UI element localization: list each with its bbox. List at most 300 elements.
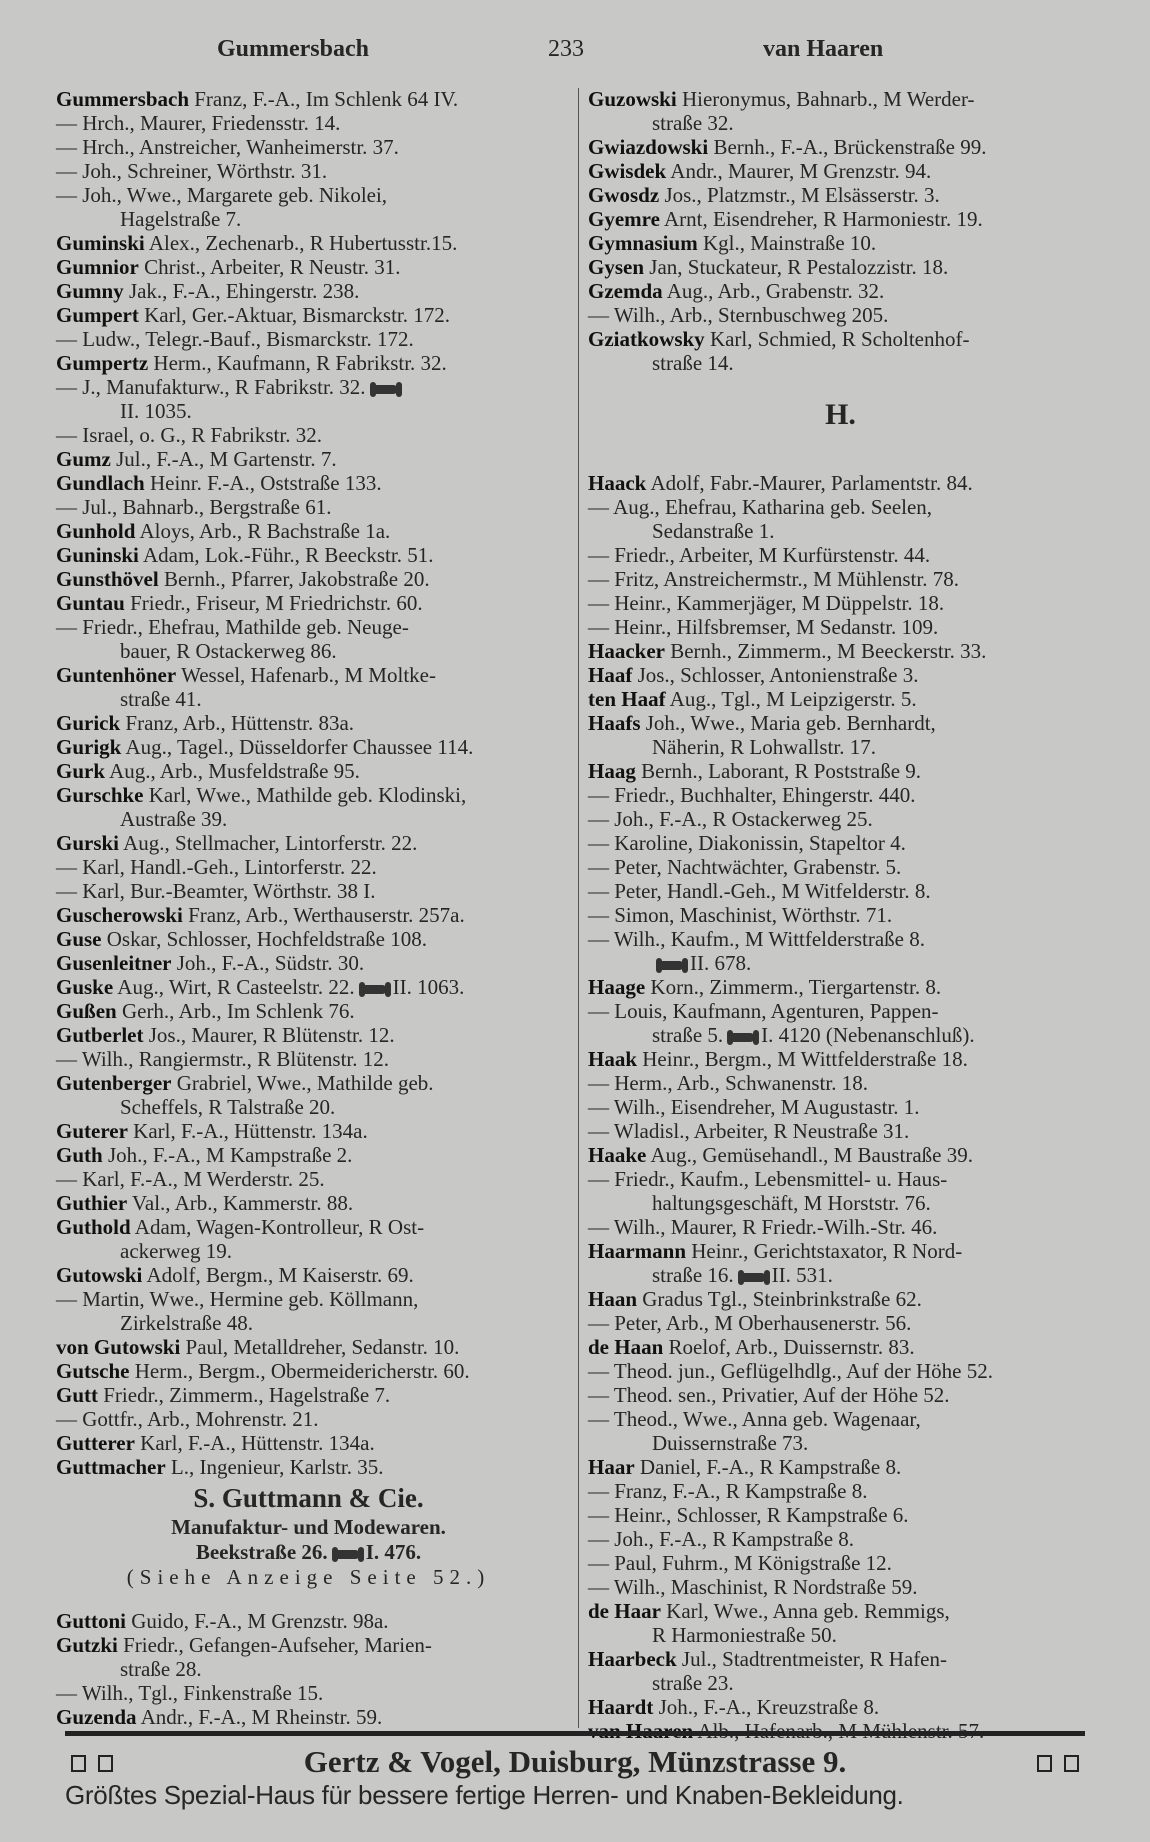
entry-text: Jos., Schlosser, Antonienstraße 3. (637, 663, 919, 687)
entry-text: Jul., F.-A., M Gartenstr. 7. (116, 447, 337, 471)
entry-text: Aug., Arb., Musfeldstraße 95. (109, 759, 360, 783)
entry-text: Jul., Stadtrentmeister, R Hafen- (681, 1647, 948, 1671)
entry-surname: Haake (588, 1143, 647, 1167)
directory-entry (588, 1647, 1093, 1671)
ad-address: Beekstraße 26. (195, 1540, 328, 1564)
directory-entry (588, 495, 1093, 519)
entry-text: Wessel, Hafenarb., M Moltke- (181, 663, 436, 687)
directory-entry (56, 1383, 561, 1407)
entry-text: — Karoline, Diakonissin, Stapeltor 4. (588, 831, 906, 855)
entry-surname: Gutzki (56, 1633, 118, 1657)
directory-entry (56, 447, 561, 471)
entry-text: Christ., Arbeiter, R Neustr. 31. (144, 255, 401, 279)
directory-entry (56, 1633, 561, 1657)
directory-entry (56, 279, 561, 303)
column-divider (578, 88, 579, 1728)
directory-entry (56, 1143, 561, 1167)
entry-text: Franz, F.-A., Im Schlenk 64 IV. (194, 87, 459, 111)
entry-text: Daniel, F.-A., R Kampstraße 8. (639, 1455, 902, 1479)
entry-continuation (56, 687, 561, 711)
entry-surname: von Gutowski (56, 1335, 181, 1359)
directory-entry (588, 1311, 1093, 1335)
directory-entry (588, 471, 1093, 495)
entry-text: Friedr., Zimmerm., Hagelstraße 7. (103, 1383, 391, 1407)
entry-text: — Martin, Wwe., Hermine geb. Köllmann, (56, 1287, 419, 1311)
entry-surname: Guth (56, 1143, 103, 1167)
entry-text: — Simon, Maschinist, Wörthstr. 71. (588, 903, 893, 927)
entry-text: straße 32. (652, 111, 734, 135)
directory-entry (588, 1455, 1093, 1479)
entry-continuation (588, 1191, 1093, 1215)
directory-entry (56, 495, 561, 519)
entry-surname: Gumpertz (56, 351, 149, 375)
directory-entry (56, 1705, 561, 1729)
directory-entry (56, 783, 561, 807)
entry-surname: Guthier (56, 1191, 128, 1215)
directory-entry (56, 1191, 561, 1215)
directory-entry (56, 1119, 561, 1143)
directory-entry (56, 855, 561, 879)
ad-business-line: Manufaktur- und Modewaren. (171, 1515, 446, 1539)
entry-text: Herm., Bergm., Obermeidericherstr. 60. (134, 1359, 470, 1383)
directory-entry (588, 183, 1093, 207)
telephone-receiver-icon (658, 961, 684, 970)
directory-entry (588, 1407, 1093, 1431)
entry-text: — Peter, Handl.-Geh., M Witfelderstr. 8. (588, 879, 931, 903)
entry-text: — Karl, Bur.-Beamter, Wörthstr. 38 I. (56, 879, 376, 903)
page-number: 233 (548, 36, 584, 62)
directory-entry (588, 255, 1093, 279)
entry-continuation (588, 1263, 1093, 1287)
entry-continuation (588, 519, 1093, 543)
entry-text: — Wladisl., Arbeiter, R Neustraße 31. (588, 1119, 910, 1143)
entry-text: — Karl, F.-A., M Werderstr. 25. (56, 1167, 325, 1191)
entry-text: — Karl, Handl.-Geh., Lintorferstr. 22. (56, 855, 377, 879)
directory-entry (56, 951, 561, 975)
entry-continuation (588, 951, 1093, 975)
entry-text: — Wilh., Tgl., Finkenstraße 15. (56, 1681, 324, 1705)
directory-entry (588, 543, 1093, 567)
entry-surname: Haack (588, 471, 647, 495)
entry-text: Hieronymus, Bahnarb., M Werder- (681, 87, 975, 111)
directory-entry (588, 1599, 1093, 1623)
directory-entry (56, 903, 561, 927)
directory-entry (56, 975, 561, 999)
entry-text: Heinr. F.-A., Oststraße 133. (149, 471, 382, 495)
entry-text: Joh., F.-A., Südstr. 30. (176, 951, 365, 975)
entry-text: — Fritz, Anstreichermstr., M Mühlenstr. 78. (588, 567, 959, 591)
entry-text: Aug., Arb., Grabenstr. 32. (666, 279, 885, 303)
entry-surname: Gysen (588, 255, 645, 279)
entry-text: — Ludw., Telegr.-Bauf., Bismarckstr. 172. (56, 327, 414, 351)
entry-text: — Herm., Arb., Schwanenstr. 18. (588, 1071, 868, 1095)
entry-surname: Haacker (588, 639, 665, 663)
entry-phone: II. 531. (771, 1263, 833, 1287)
entry-text: — Theod. jun., Geflügelhdlg., Auf der Höhe 52. (588, 1359, 993, 1383)
directory-entry (56, 1215, 561, 1239)
entry-surname: Haak (588, 1047, 638, 1071)
entry-text: — Joh., F.-A., R Kampstraße 8. (588, 1527, 855, 1551)
entry-text: Guido, F.-A., M Grenzstr. 98a. (131, 1609, 389, 1633)
directory-entry (588, 1527, 1093, 1551)
entry-continuation (56, 807, 561, 831)
entry-surname: Gurk (56, 759, 106, 783)
entry-text: Näherin, R Lohwallstr. 17. (652, 735, 876, 759)
entry-surname: Gutsche (56, 1359, 130, 1383)
directory-entry (588, 303, 1093, 327)
entry-text: Jan, Stuckateur, R Pestalozzistr. 18. (649, 255, 949, 279)
entry-text: Bernh., Pfarrer, Jakobstraße 20. (163, 567, 430, 591)
square-ornament-icon (65, 1744, 119, 1780)
advertisement-block (56, 1481, 561, 1589)
entry-text: — Friedr., Kaufm., Lebensmittel- u. Haus- (588, 1167, 948, 1191)
entry-text: — Wilh., Rangiermstr., R Blütenstr. 12. (56, 1047, 390, 1071)
directory-entry (588, 1143, 1093, 1167)
directory-entry (56, 711, 561, 735)
entry-surname: Guse (56, 927, 102, 951)
entry-text: Grabriel, Wwe., Mathilde geb. (176, 1071, 434, 1095)
directory-entry (56, 927, 561, 951)
entry-surname: Guntenhöner (56, 663, 177, 687)
entry-surname: Gutterer (56, 1431, 135, 1455)
telephone-receiver-icon (372, 385, 398, 394)
directory-entry (588, 663, 1093, 687)
entry-text: Hagelstraße 7. (120, 207, 242, 231)
entry-surname: Guminski (56, 231, 145, 255)
entry-text: — Louis, Kaufmann, Agenturen, Pappen- (588, 999, 939, 1023)
entry-text: — Gottfr., Arb., Mohrenstr. 21. (56, 1407, 319, 1431)
entry-continuation (588, 111, 1093, 135)
telephone-receiver-icon (729, 1033, 755, 1042)
entry-text: — Wilh., Maschinist, R Nordstraße 59. (588, 1575, 918, 1599)
directory-entry (56, 1609, 561, 1633)
footer-rule (65, 1731, 1085, 1736)
entry-surname: Gumpert (56, 303, 139, 327)
entry-text: — Heinr., Kammerjäger, M Düppelstr. 18. (588, 591, 945, 615)
entry-text: Paul, Metalldreher, Sedanstr. 10. (185, 1335, 460, 1359)
directory-entry (588, 207, 1093, 231)
footer-tagline: Größtes Spezial-Haus für bessere fertige Herren- und Knaben-Bekleidung. (65, 1780, 904, 1810)
ad-firm-name: S. Guttmann & Cie. (193, 1483, 424, 1513)
directory-entry (588, 783, 1093, 807)
entry-text: Heinr., Gerichtstaxator, R Nord- (691, 1239, 963, 1263)
entry-surname: Gusenleitner (56, 951, 172, 975)
entry-text: Andr., F.-A., M Rheinstr. 59. (140, 1705, 383, 1729)
entry-continuation (588, 1023, 1093, 1047)
entry-surname: Haan (588, 1287, 638, 1311)
entry-text: — Joh., Wwe., Margarete geb. Nikolei, (56, 183, 388, 207)
directory-entry (56, 1023, 561, 1047)
directory-entry (56, 471, 561, 495)
entry-text: Joh., Wwe., Maria geb. Bernhardt, (645, 711, 936, 735)
entry-text: Adam, Wagen-Kontrolleur, R Ost- (134, 1215, 425, 1239)
entry-text: Jos., Platzmstr., M Elsässerstr. 3. (664, 183, 940, 207)
entry-surname: Guzenda (56, 1705, 137, 1729)
directory-entry (588, 1479, 1093, 1503)
directory-entry (588, 591, 1093, 615)
entry-text: Franz, Arb., Werthauserstr. 257a. (188, 903, 465, 927)
entry-text: Jos., Maurer, R Blütenstr. 12. (148, 1023, 395, 1047)
advert-text: Gertz & Vogel, Duisburg, Münzstrasse 9. (303, 1744, 847, 1779)
directory-entry (588, 231, 1093, 255)
entry-surname: Gutberlet (56, 1023, 144, 1047)
entry-surname: Gumz (56, 447, 111, 471)
directory-entry (588, 279, 1093, 303)
directory-entry (56, 1455, 561, 1479)
entry-text: Oskar, Schlosser, Hochfeldstraße 108. (106, 927, 428, 951)
directory-entry (56, 159, 561, 183)
directory-entry (588, 1383, 1093, 1407)
entry-text: ackerweg 19. (120, 1239, 232, 1263)
entry-surname: Guthold (56, 1215, 131, 1239)
directory-entry (56, 423, 561, 447)
entry-text: — Friedr., Ehefrau, Mathilde geb. Neuge- (56, 615, 409, 639)
entry-surname: Gziatkowsky (588, 327, 705, 351)
entry-continuation (588, 735, 1093, 759)
entry-text: II. 1035. (120, 399, 192, 423)
directory-entry (588, 1335, 1093, 1359)
entry-surname: Guninski (56, 543, 139, 567)
entry-surname: Gundlach (56, 471, 145, 495)
directory-entry (588, 159, 1093, 183)
entry-text: R Harmoniestraße 50. (652, 1623, 837, 1647)
directory-entry (56, 1167, 561, 1191)
entry-text: Val., Arb., Kammerstr. 88. (132, 1191, 354, 1215)
entry-text: — Aug., Ehefrau, Katharina geb. Seelen, (588, 495, 933, 519)
entry-surname: Haar (588, 1455, 635, 1479)
directory-entry (588, 1047, 1093, 1071)
directory-entry (56, 543, 561, 567)
entry-text: Adolf, Bergm., M Kaiserstr. 69. (146, 1263, 414, 1287)
entry-text: Roelof, Arb., Duissernstr. 83. (668, 1335, 915, 1359)
entry-surname: Guzowski (588, 87, 677, 111)
entry-text: Aug., Stellmacher, Lintorferstr. 22. (123, 831, 418, 855)
entry-text: Korn., Zimmerm., Tiergartenstr. 8. (650, 975, 942, 999)
directory-entry (56, 615, 561, 639)
entry-text: Herm., Kaufmann, R Fabrikstr. 32. (153, 351, 447, 375)
entry-text: — Peter, Nachtwächter, Grabenstr. 5. (588, 855, 902, 879)
entry-surname: ten Haaf (588, 687, 666, 711)
entry-surname: Guntau (56, 591, 125, 615)
entry-text: — Friedr., Arbeiter, M Kurfürstenstr. 44. (588, 543, 931, 567)
directory-entry (56, 1071, 561, 1095)
square-ornament-icon (1031, 1744, 1085, 1780)
entry-surname: Gurigk (56, 735, 122, 759)
directory-entry (588, 927, 1093, 951)
entry-text: — Israel, o. G., R Fabrikstr. 32. (56, 423, 322, 447)
directory-entry (588, 975, 1093, 999)
directory-entry (588, 567, 1093, 591)
entry-text: — Paul, Fuhrm., M Königstraße 12. (588, 1551, 892, 1575)
directory-entry (56, 879, 561, 903)
directory-entry (588, 807, 1093, 831)
directory-entry (588, 1695, 1093, 1719)
entry-text: — Jul., Bahnarb., Bergstraße 61. (56, 495, 332, 519)
entry-surname: Gurski (56, 831, 120, 855)
section-letter: H. (825, 398, 856, 431)
telephone-receiver-icon (361, 985, 387, 994)
directory-entry (56, 663, 561, 687)
directory-entry (56, 1263, 561, 1287)
entry-surname: Haage (588, 975, 646, 999)
directory-entry (56, 183, 561, 207)
running-head-left: Gummersbach (217, 36, 369, 62)
entry-continuation (56, 1239, 561, 1263)
directory-entry (588, 327, 1093, 351)
entry-text: Bernh., Laborant, R Poststraße 9. (641, 759, 922, 783)
entry-surname: Haarbeck (588, 1647, 677, 1671)
directory-entry (56, 303, 561, 327)
entry-text: bauer, R Ostackerweg 86. (120, 639, 337, 663)
running-head-right: van Haaren (763, 36, 884, 62)
entry-text: straße 14. (652, 351, 734, 375)
entry-continuation (588, 1671, 1093, 1695)
entry-text: Arnt, Eisendreher, R Harmoniestr. 19. (664, 207, 983, 231)
entry-surname: Gurschke (56, 783, 144, 807)
directory-entry (588, 1167, 1093, 1191)
directory-entry (56, 87, 561, 111)
ad-phone: I. 476. (365, 1540, 422, 1564)
entry-text: Friedr., Friseur, M Friedrichstr. 60. (130, 591, 423, 615)
entry-text: — Theod. sen., Privatier, Auf der Höhe 52. (588, 1383, 950, 1407)
entry-text: Jak., F.-A., Ehingerstr. 238. (128, 279, 360, 303)
entry-surname: Gunsthövel (56, 567, 159, 591)
entry-text: Sedanstraße 1. (652, 519, 775, 543)
entry-text: — Theod., Wwe., Anna geb. Wagenaar, (588, 1407, 921, 1431)
entry-text: Heinr., Bergm., M Wittfelderstraße 18. (642, 1047, 968, 1071)
entry-text: straße 5. (652, 1023, 724, 1047)
entry-continuation (56, 1311, 561, 1335)
entry-text: Bernh., Zimmerm., M Beeckerstr. 33. (670, 639, 987, 663)
directory-entry (56, 519, 561, 543)
entry-text: Adolf, Fabr.-Maurer, Parlamentstr. 84. (650, 471, 973, 495)
entry-text: Karl, Wwe., Anna geb. Remmigs, (666, 1599, 950, 1623)
entry-text: Karl, F.-A., Hüttenstr. 134a. (140, 1431, 375, 1455)
entry-text: Duissernstraße 73. (652, 1431, 809, 1455)
entry-text: Bernh., F.-A., Brückenstraße 99. (713, 135, 987, 159)
entry-surname: de Haan (588, 1335, 664, 1359)
entry-surname: Gumny (56, 279, 124, 303)
entry-text: straße 23. (652, 1671, 734, 1695)
directory-entry (588, 1239, 1093, 1263)
directory-entry (56, 759, 561, 783)
right-column (588, 87, 1093, 1743)
telephone-receiver-icon (740, 1273, 766, 1282)
directory-entry (588, 1551, 1093, 1575)
entry-text: — Joh., Schreiner, Wörthstr. 31. (56, 159, 328, 183)
spacer (56, 1589, 561, 1609)
entry-surname: Haardt (588, 1695, 654, 1719)
entry-surname: Guttoni (56, 1609, 127, 1633)
entry-text: — Friedr., Buchhalter, Ehingerstr. 440. (588, 783, 916, 807)
directory-entry (56, 135, 561, 159)
entry-surname: de Haar (588, 1599, 661, 1623)
footer-advert (65, 1744, 1085, 1780)
entry-text: Joh., F.-A., Kreuzstraße 8. (658, 1695, 880, 1719)
directory-entry (56, 999, 561, 1023)
directory-entry (588, 135, 1093, 159)
directory-entry (588, 855, 1093, 879)
entry-text: Gradus Tgl., Steinbrinkstraße 62. (642, 1287, 922, 1311)
entry-text: Karl, Ger.-Aktuar, Bismarckstr. 172. (144, 303, 451, 327)
entry-continuation (588, 1623, 1093, 1647)
entry-text: — Heinr., Hilfsbremser, M Sedanstr. 109. (588, 615, 939, 639)
entry-text: Karl, F.-A., Hüttenstr. 134a. (133, 1119, 368, 1143)
ad-address-line (56, 1540, 561, 1565)
entry-continuation (56, 1095, 561, 1119)
entry-surname: Haag (588, 759, 636, 783)
entry-text: Austraße 39. (120, 807, 228, 831)
entry-text: Andr., Maurer, M Grenzstr. 94. (670, 159, 932, 183)
entry-surname: Guterer (56, 1119, 128, 1143)
directory-entry (588, 1215, 1093, 1239)
entry-surname: Guske (56, 975, 114, 999)
directory-entry (56, 111, 561, 135)
entry-text: Alex., Zechenarb., R Hubertusstr.15. (148, 231, 458, 255)
entry-text: Franz, Arb., Hüttenstr. 83a. (125, 711, 355, 735)
directory-entry (588, 831, 1093, 855)
entry-text: Karl, Wwe., Mathilde geb. Klodinski, (148, 783, 467, 807)
entry-continuation (588, 1431, 1093, 1455)
directory-entry (588, 903, 1093, 927)
entry-text: Karl, Schmied, R Scholtenhof- (709, 327, 970, 351)
directory-entry (588, 1575, 1093, 1599)
entry-text: Aug., Gemüsehandl., M Baustraße 39. (650, 1143, 973, 1167)
entry-phone: I. 4120 (Nebenanschluß). (761, 1023, 975, 1047)
entry-text: — Wilh., Arb., Sternbuschweg 205. (588, 303, 889, 327)
entry-text: Kgl., Mainstraße 10. (702, 231, 877, 255)
entry-text: — Wilh., Maurer, R Friedr.-Wilh.-Str. 46. (588, 1215, 938, 1239)
directory-entry (56, 1431, 561, 1455)
directory-entry (588, 87, 1093, 111)
directory-entry (56, 735, 561, 759)
directory-entry (588, 1287, 1093, 1311)
entry-text: Friedr., Gefangen-Aufseher, Marien- (123, 1633, 432, 1657)
telephone-receiver-icon (334, 1550, 360, 1559)
entry-surname: Gummersbach (56, 87, 189, 111)
entry-surname: Gußen (56, 999, 117, 1023)
directory-entry (56, 1287, 561, 1311)
directory-entry (56, 327, 561, 351)
entry-text: Aloys, Arb., R Bachstraße 1a. (139, 519, 391, 543)
entry-continuation (56, 639, 561, 663)
directory-entry (588, 999, 1093, 1023)
directory-entry (588, 1119, 1093, 1143)
directory-entry (588, 615, 1093, 639)
entry-surname: Haafs (588, 711, 641, 735)
directory-entry (56, 351, 561, 375)
entry-phone: II. 1063. (392, 975, 465, 999)
entry-text: — Wilh., Kaufm., M Wittfelderstraße 8. (588, 927, 925, 951)
left-column (56, 87, 561, 1729)
entry-text: — Franz, F.-A., R Kampstraße 8. (588, 1479, 868, 1503)
entry-text: — J., Manufakturw., R Fabrikstr. 32. (56, 375, 366, 399)
directory-entry (56, 567, 561, 591)
directory-entry (56, 1407, 561, 1431)
entry-text: straße 28. (120, 1657, 202, 1681)
directory-entry (588, 711, 1093, 735)
entry-surname: Gymnasium (588, 231, 698, 255)
entry-text: — Peter, Arb., M Oberhausenerstr. 56. (588, 1311, 912, 1335)
entry-surname: Haarmann (588, 1239, 687, 1263)
directory-entry (588, 1095, 1093, 1119)
entry-surname: Gwosdz (588, 183, 660, 207)
entry-text: — Joh., F.-A., R Ostackerweg 25. (588, 807, 873, 831)
entry-surname: Gwiazdowski (588, 135, 709, 159)
entry-phone: II. 678. (690, 951, 752, 975)
directory-entry (588, 687, 1093, 711)
directory-entry (56, 1681, 561, 1705)
